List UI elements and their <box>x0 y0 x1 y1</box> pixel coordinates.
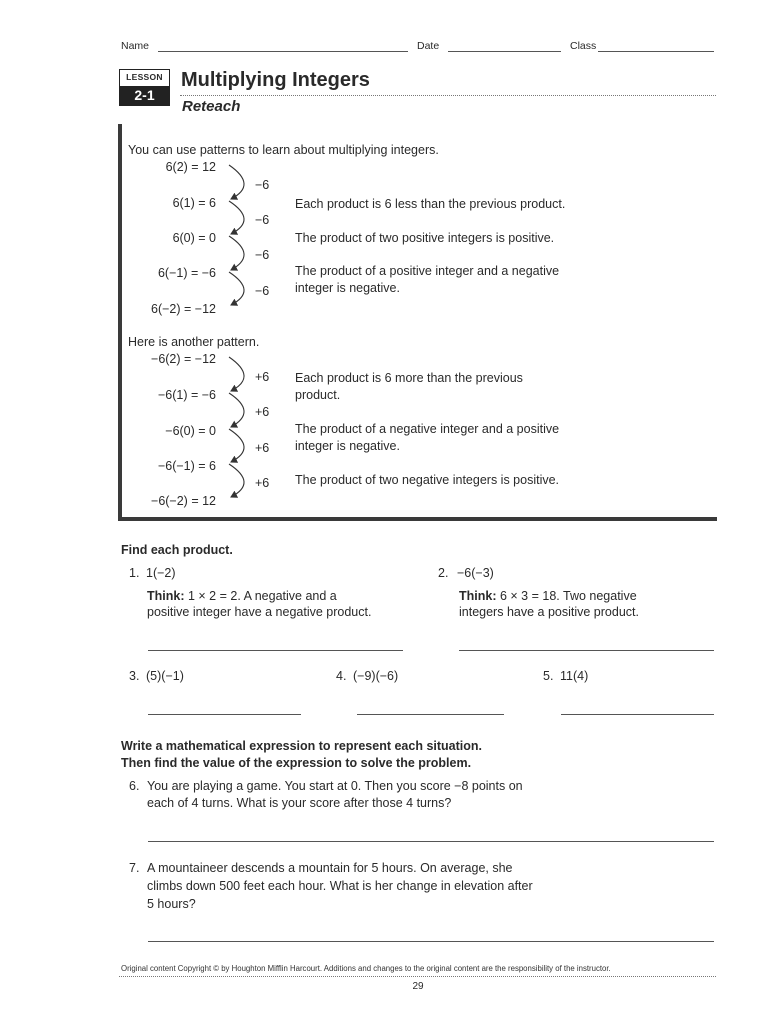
problem-6-number: 6. <box>129 779 140 793</box>
pattern2-intro: Here is another pattern. <box>128 335 260 349</box>
pattern1-equation: 6(−2) = −12 <box>151 302 216 316</box>
problem-1-hint <box>147 589 337 603</box>
pattern1-difference: −6 <box>255 178 270 192</box>
problem-2-number: 2. <box>438 566 449 580</box>
problem-2-answer-line[interactable] <box>459 650 714 651</box>
pattern1-difference: −6 <box>255 213 270 227</box>
pattern2-note: The product of two negative integers is positive. <box>295 473 560 487</box>
problem-1-number: 1. <box>129 566 140 580</box>
pattern2-note: integer is negative. <box>295 439 400 453</box>
problem-2-hint <box>459 589 637 603</box>
footer-divider <box>119 976 716 977</box>
pattern2-note: Each product is 6 more than the previous <box>295 371 523 385</box>
pattern1-note: Each product is 6 less than the previous product. <box>295 197 566 211</box>
problem-6-text: You are playing a game. You start at 0. Then you score −8 points on <box>147 779 523 793</box>
pattern2-note: The product of a negative integer and a positive <box>295 422 560 436</box>
problem-3-number: 3. <box>129 669 140 683</box>
arrow-icon <box>229 464 244 497</box>
problem-2-hint-text: 6 × 3 = 18. Two negative <box>499 589 637 603</box>
problem-5-number: 5. <box>543 669 554 683</box>
pattern1-note: The product of a positive integer and a negative <box>295 264 560 278</box>
problem-7-number: 7. <box>129 861 140 875</box>
pattern1-difference: −6 <box>255 284 270 298</box>
problem-2-hint-line2: integers have a positive product. <box>459 605 639 619</box>
pattern2-note: product. <box>295 388 341 402</box>
problem-5-answer-line[interactable] <box>561 714 714 715</box>
problem-6-text-line2: each of 4 turns. What is your score after those 4 turns? <box>147 796 452 810</box>
problem-7-text-line3: 5 hours? <box>147 897 196 911</box>
problem-5-expression: 11(4) <box>560 669 589 683</box>
problem-1-hint-line2: positive integer have a negative product. <box>147 605 372 619</box>
name-label: Name <box>121 40 150 52</box>
arrow-icon <box>229 272 244 305</box>
arrow-icon <box>229 357 244 391</box>
arrow-icon <box>229 236 244 270</box>
find-heading: Find each product. <box>121 543 233 557</box>
pattern1-note: integer is negative. <box>295 281 400 295</box>
page-subtitle: Reteach <box>182 98 241 115</box>
think-label: Think: <box>459 589 497 603</box>
date-label: Date <box>417 40 440 52</box>
pattern2-equation: −6(0) = 0 <box>165 424 216 438</box>
arrow-icon <box>229 201 244 234</box>
pattern2-equation: −6(2) = −12 <box>151 352 216 366</box>
pattern2-difference: +6 <box>255 370 270 384</box>
pattern2-difference: +6 <box>255 441 270 455</box>
problem-1-answer-line[interactable] <box>148 650 403 651</box>
problem-3-expression: (5)(−1) <box>146 669 184 683</box>
arrow-icon <box>229 393 244 427</box>
problem-6-answer-line[interactable] <box>148 841 714 842</box>
pattern2-equation: −6(1) = −6 <box>157 388 216 402</box>
lesson-badge-label: LESSON <box>126 72 163 82</box>
arrow-icon <box>229 165 244 199</box>
copyright-text: Original content Copyright © by Houghton Mifflin Harcourt. Additions and changes to the original content are the responsibility of the instructor. <box>121 964 611 973</box>
pattern1-note: The product of two positive integers is positive. <box>295 231 555 245</box>
problem-1-hint-text: 1 × 2 = 2. A negative and a <box>187 589 337 603</box>
lesson-badge-number: 2-1 <box>120 86 169 105</box>
class-label: Class <box>570 40 597 52</box>
problem-7-answer-line[interactable] <box>148 941 714 942</box>
problem-4-number: 4. <box>336 669 347 683</box>
page-number: 29 <box>412 981 424 992</box>
pattern1-equation: 6(−1) = −6 <box>157 266 216 280</box>
intro-text: You can use patterns to learn about multiplying integers. <box>128 143 439 157</box>
problem-4-answer-line[interactable] <box>357 714 504 715</box>
pattern1-equation: 6(0) = 0 <box>172 231 216 245</box>
page-title: Multiplying Integers <box>181 69 370 91</box>
problem-2-expression: −6(−3) <box>457 566 494 580</box>
pattern2-difference: +6 <box>255 476 270 490</box>
pattern1-equation: 6(2) = 12 <box>165 160 216 174</box>
pattern1-difference: −6 <box>255 248 270 262</box>
think-label: Think: <box>147 589 185 603</box>
pattern2-equation: −6(−2) = 12 <box>151 494 216 508</box>
problem-7-text-line2: climbs down 500 feet each hour. What is her change in elevation after <box>147 879 533 893</box>
problem-4-expression: (−9)(−6) <box>353 669 399 683</box>
word-problems-heading-line2: Then find the value of the expression to solve the problem. <box>121 756 472 770</box>
pattern2-difference: +6 <box>255 405 270 419</box>
pattern1-equation: 6(1) = 6 <box>172 196 216 210</box>
pattern2-equation: −6(−1) = 6 <box>157 459 216 473</box>
arrow-icon <box>229 429 244 462</box>
problem-1-expression: 1(−2) <box>146 566 176 580</box>
problem-3-answer-line[interactable] <box>148 714 301 715</box>
problem-7-text: A mountaineer descends a mountain for 5 hours. On average, she <box>147 861 513 875</box>
word-problems-heading: Write a mathematical expression to represent each situation. <box>121 739 482 753</box>
